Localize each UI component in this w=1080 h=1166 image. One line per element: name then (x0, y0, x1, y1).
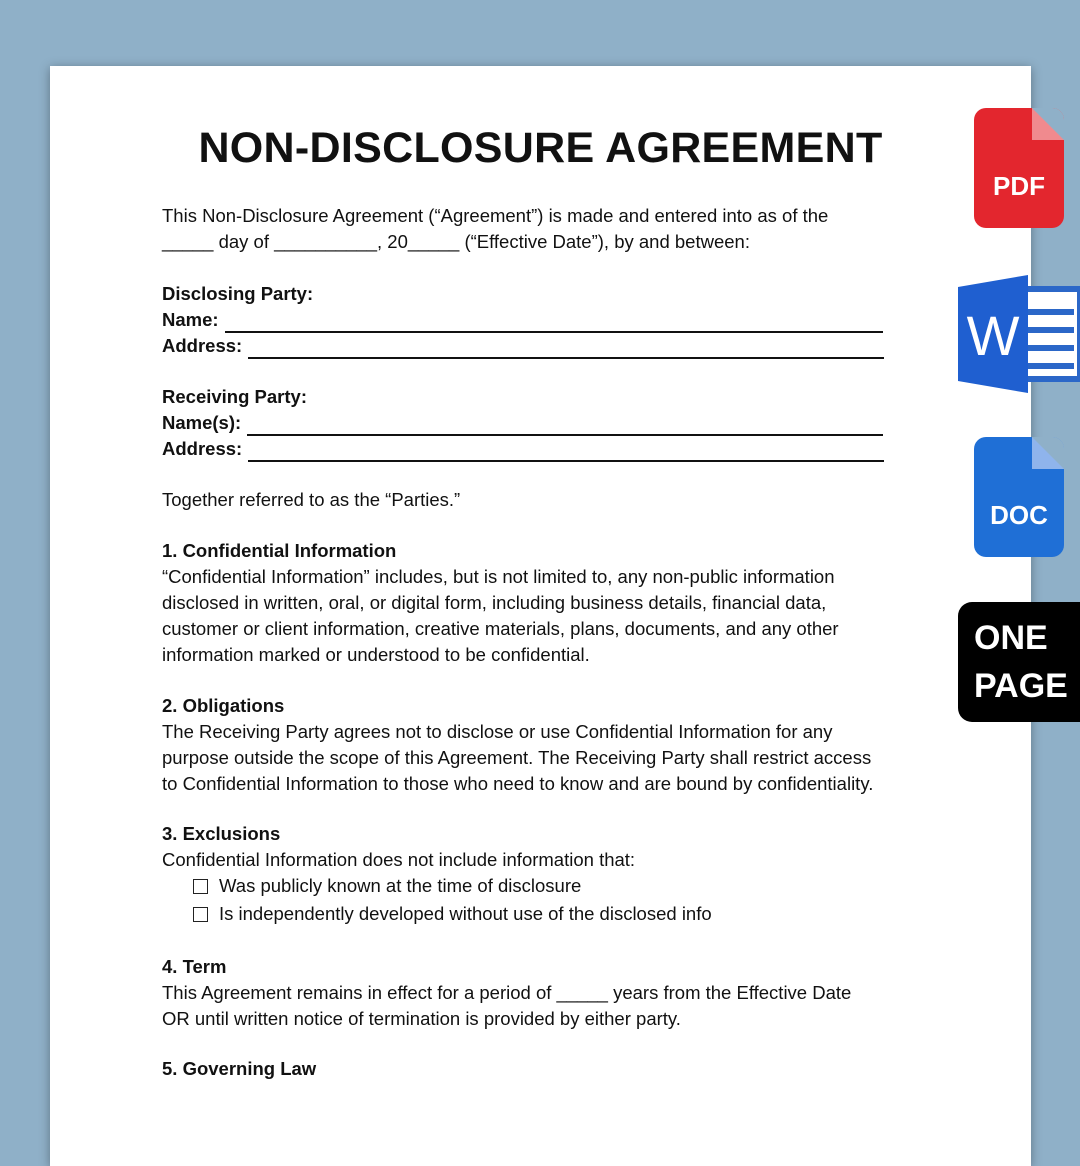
section-heading: 3. Exclusions (162, 823, 281, 844)
checkbox-icon[interactable] (193, 907, 208, 922)
field-label: Address: (162, 438, 243, 459)
body-line: purpose outside the scope of this Agreement. The Receiving Party shall restrict access (162, 747, 872, 768)
field-label: Address: (162, 335, 243, 356)
section-body (162, 847, 635, 873)
checkbox-item[interactable] (193, 872, 581, 900)
disclosing-address-field (162, 333, 884, 359)
word-file-icon (958, 275, 1080, 393)
word-letter: W (966, 304, 1020, 367)
body-line: information marked or understood to be confidential. (162, 644, 590, 665)
intro-line: _____ day of __________, 20_____ (“Effective Date”), by and between: (162, 231, 750, 252)
document-title: NON-DISCLOSURE AGREEMENT (198, 124, 883, 172)
section-heading: 2. Obligations (162, 695, 285, 716)
badge-line: ONE (974, 619, 1048, 657)
field-label: Name: (162, 309, 219, 330)
body-line: Confidential Information does not include information that: (162, 849, 636, 870)
disclosing-name-field (162, 307, 883, 333)
body-line: OR until written notice of termination is provided by either party. (162, 1008, 681, 1029)
disclosing-name-blank[interactable] (225, 311, 883, 333)
field-label: Name(s): (162, 412, 242, 433)
section-heading: 5. Governing Law (162, 1058, 317, 1079)
section-body (162, 719, 873, 797)
doc-label: DOC (990, 500, 1048, 530)
document-page (50, 66, 1031, 1166)
section-body (162, 980, 851, 1032)
section-heading: 4. Term (162, 956, 227, 977)
receiving-address-blank[interactable] (248, 440, 884, 462)
receiving-name-field (162, 410, 883, 436)
section-body (162, 564, 839, 668)
body-line: “Confidential Information” includes, but is not limited to, any non-public information (162, 566, 835, 587)
checkbox-label: Is independently developed without use of the disclosed info (219, 903, 712, 924)
body-line: disclosed in written, oral, or digital form, including business details, financial data, (162, 592, 827, 613)
disclosing-party-heading: Disclosing Party: (162, 283, 314, 304)
body-line: customer or client information, creative materials, plans, documents, and any other (162, 618, 839, 639)
intro-line: This Non-Disclosure Agreement (“Agreement”) is made and entered into as of the (162, 205, 829, 226)
checkbox-label: Was publicly known at the time of disclosure (219, 875, 582, 896)
disclosing-address-blank[interactable] (248, 337, 884, 359)
page-fold (1032, 437, 1064, 469)
checkbox-item[interactable] (193, 900, 712, 928)
body-line: to Confidential Information to those who need to know and are bound by confidentiality. (162, 773, 874, 794)
body-line: The Receiving Party agrees not to disclose or use Confidential Information for any (162, 721, 833, 742)
receiving-name-blank[interactable] (247, 414, 883, 436)
parties-note: Together referred to as the “Parties.” (162, 489, 461, 510)
receiving-party-heading: Receiving Party: (162, 386, 307, 407)
pdf-label: PDF (993, 171, 1045, 201)
doc-file-icon (974, 437, 1064, 557)
page-fold (1032, 108, 1064, 140)
one-page-badge (958, 602, 1080, 722)
checkbox-icon[interactable] (193, 879, 208, 894)
body-line: This Agreement remains in effect for a period of _____ years from the Effective Date (162, 982, 852, 1003)
receiving-address-field (162, 436, 884, 462)
intro-paragraph (162, 203, 828, 255)
badge-line: PAGE (974, 667, 1068, 705)
section-heading: 1. Confidential Information (162, 540, 397, 561)
pdf-file-icon (974, 108, 1064, 228)
